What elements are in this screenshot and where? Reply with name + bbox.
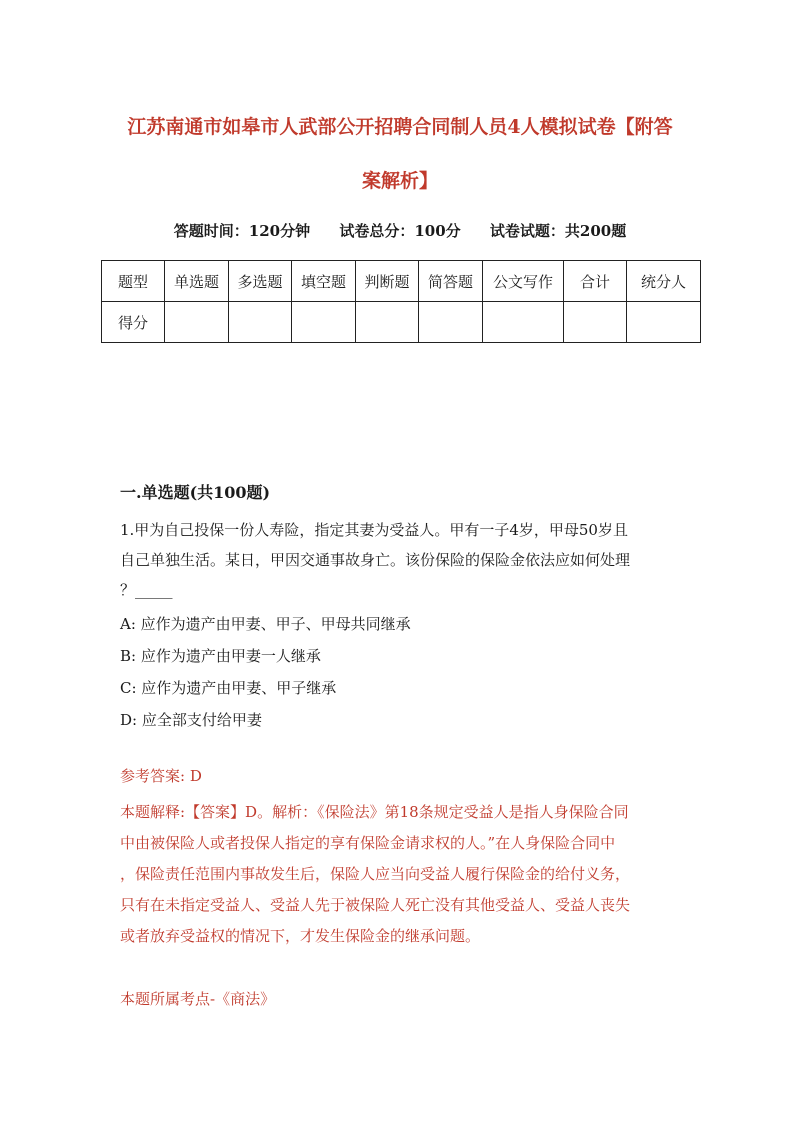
header-cell-scorer: 统分人 (627, 261, 701, 302)
title-line-1: 江苏南通市如皋市人武部公开招聘合同制人员4人模拟试卷【附答 (127, 116, 673, 138)
title-line-2: 案解析】 (361, 170, 438, 192)
score-cell (229, 302, 292, 343)
score-cell (483, 302, 564, 343)
header-cell-single: 单选题 (165, 261, 229, 302)
section-title: 一.单选题(共100题) (120, 483, 271, 502)
explanation-line: 中由被保险人或者投保人指定的享有保险金请求权的人。”在人身保险合同中 (120, 834, 616, 852)
row-label-score: 得分 (102, 302, 165, 343)
question-line: 自己单独生活。某日，甲因交通事故身亡。该份保险的保险金依法应如何处理 (120, 551, 631, 569)
explanation-line: 本题解释:【答案】D。解析：《保险法》第18条规定受益人是指人身保险合同 (120, 803, 629, 821)
question-options (120, 608, 680, 736)
score-table-header-row (102, 261, 701, 302)
exam-total-score: 试卷总分：100分 (339, 222, 461, 240)
header-cell-fill: 填空题 (292, 261, 356, 302)
score-cell (627, 302, 701, 343)
score-cell (419, 302, 483, 343)
explanation-line: 只有在未指定受益人、受益人先于被保险人死亡没有其他受益人、受益人丧失 (120, 896, 631, 914)
option-a: A: 应作为遗产由甲妻、甲子、甲母共同继承 (120, 615, 411, 633)
header-cell-judge: 判断题 (356, 261, 419, 302)
document-title (110, 100, 690, 208)
header-cell-type: 题型 (102, 261, 165, 302)
exam-time: 答题时间：120分钟 (173, 222, 311, 240)
question-line: 1.甲为自己投保一份人寿险，指定其妻为受益人。甲有一子4岁，甲母50岁且 (120, 521, 628, 539)
score-table (101, 260, 701, 343)
header-cell-writing: 公文写作 (483, 261, 564, 302)
exam-meta (0, 220, 800, 241)
header-cell-multi: 多选题 (229, 261, 292, 302)
header-cell-short: 简答题 (419, 261, 483, 302)
option-d: D: 应全部支付给甲妻 (120, 711, 262, 729)
header-cell-total: 合计 (564, 261, 627, 302)
score-table-score-row (102, 302, 701, 343)
knowledge-point: 本题所属考点-《商法》 (120, 990, 276, 1008)
explanation-line: 或者放弃受益权的情况下，才发生保险金的继承问题。 (120, 927, 481, 945)
question-stem (120, 515, 680, 605)
reference-answer: 参考答案: D (120, 767, 202, 785)
question-line: ？_____ (120, 581, 173, 599)
answer-explanation (120, 797, 680, 952)
option-b: B: 应作为遗产由甲妻一人继承 (120, 647, 321, 665)
option-c: C: 应作为遗产由甲妻、甲子继承 (120, 679, 337, 697)
score-cell (564, 302, 627, 343)
score-cell (356, 302, 419, 343)
explanation-line: ，保险责任范围内事故发生后，保险人应当向受益人履行保险金的给付义务， (120, 865, 631, 883)
exam-question-count: 试卷试题：共200题 (489, 222, 627, 240)
score-cell (292, 302, 356, 343)
score-cell (165, 302, 229, 343)
